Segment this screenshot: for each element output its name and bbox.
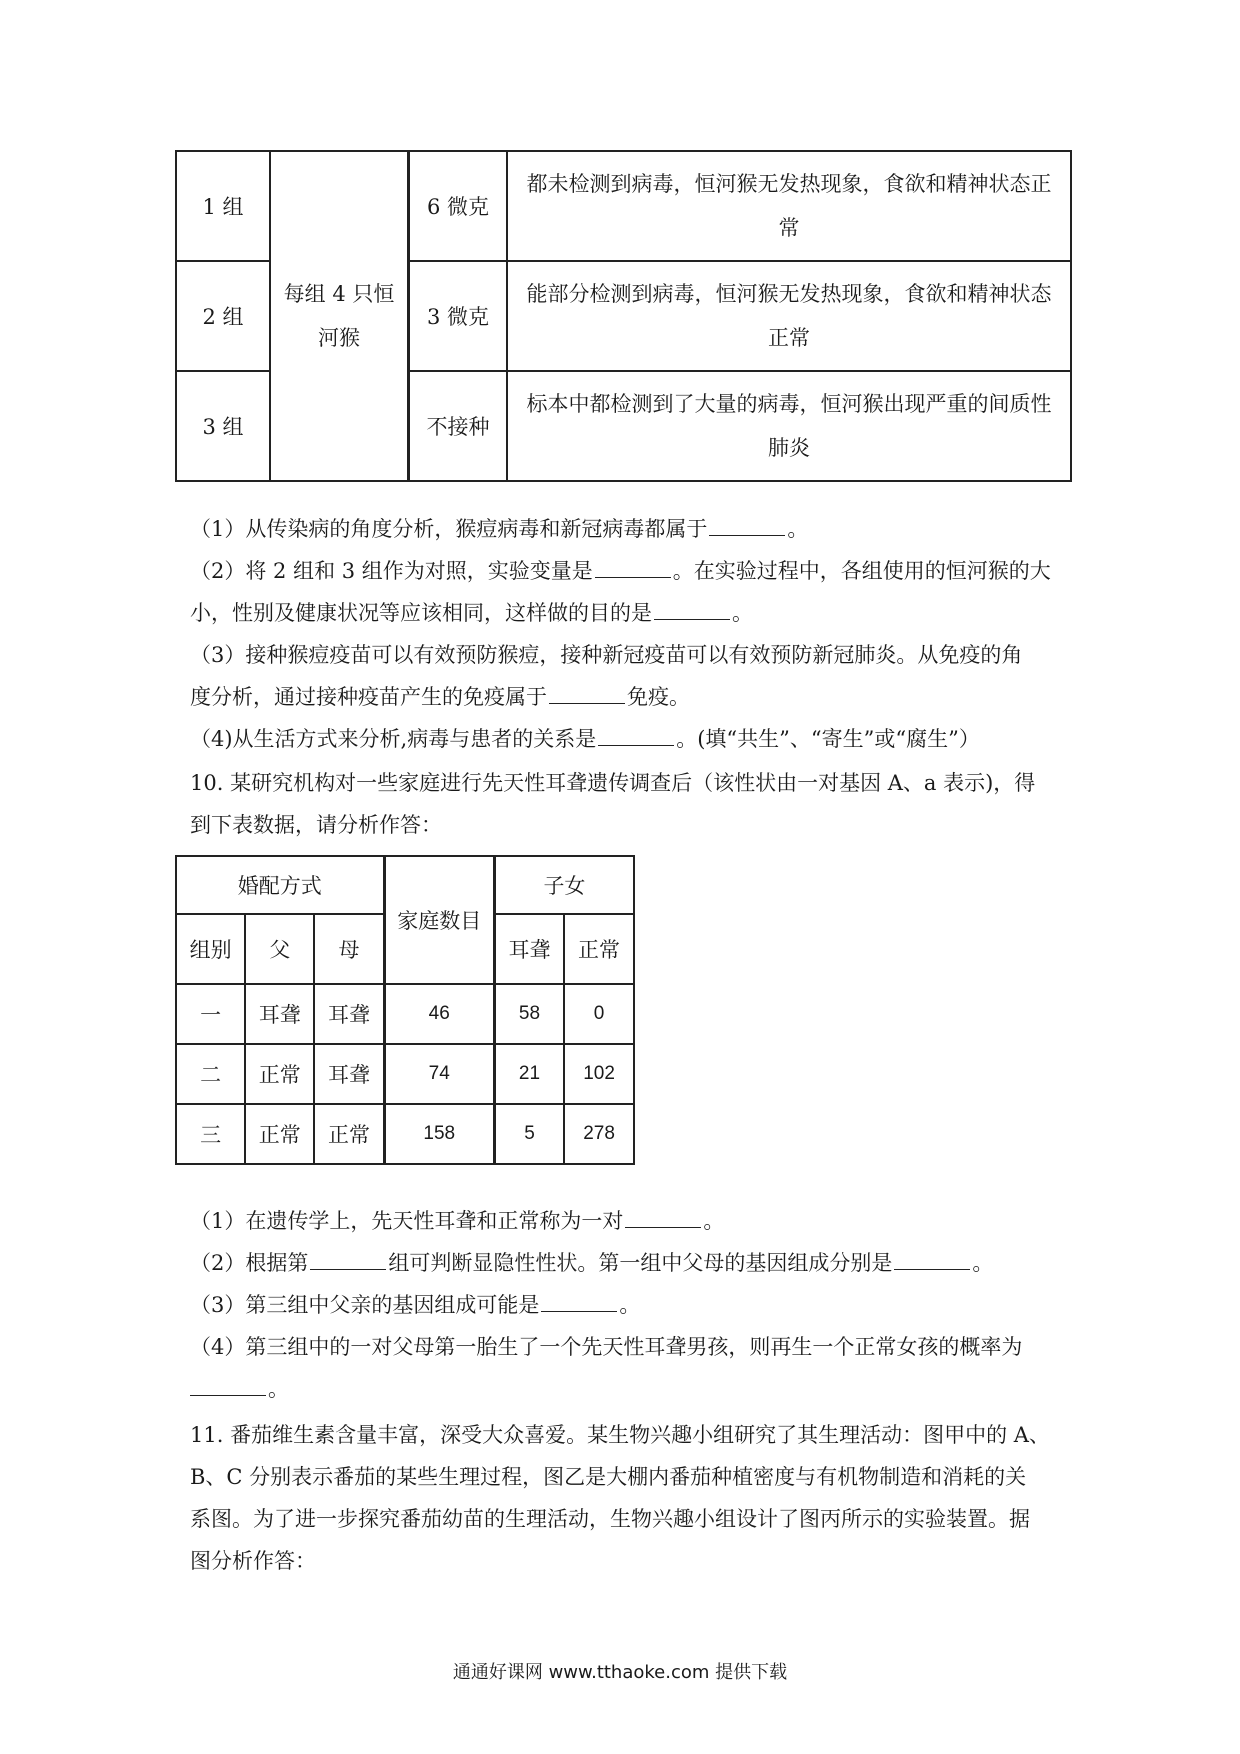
deaf-cell: 58 [494, 984, 564, 1044]
father-cell: 耳聋 [245, 984, 314, 1044]
table-row [176, 984, 634, 1044]
subheader-father: 父 [245, 914, 314, 984]
dose-cell: 6 微克 [409, 151, 508, 261]
question-text: （4)从生活方式来分析,病毒与患者的关系是 [190, 727, 597, 751]
answer-blank[interactable] [598, 719, 674, 746]
question-text: （3）接种猴痘疫苗可以有效预防猴痘，接种新冠疫苗可以有效预防新冠肺炎。从免疫的角 [190, 643, 1023, 667]
families-cell: 74 [384, 1044, 494, 1104]
group-cell: 三 [176, 1104, 245, 1164]
q10-intro [190, 762, 1065, 846]
table-row [176, 151, 1071, 261]
dose-cell: 3 微克 [409, 261, 508, 371]
question-text: 系图。为了进一步探究番茄幼苗的生理活动，生物兴趣小组设计了图丙所示的实验装置。据 [190, 1507, 1030, 1531]
question-text: 到下表数据，请分析作答： [190, 813, 442, 837]
subheader-group: 组别 [176, 914, 245, 984]
question-text: 。 [732, 601, 753, 625]
question-text: 图分析作答： [190, 1549, 316, 1573]
group-cell: 3 组 [176, 371, 270, 481]
question-text: 。 [972, 1251, 994, 1275]
subjects-line: 河猴 [318, 326, 360, 350]
father-cell: 正常 [245, 1104, 314, 1164]
answer-blank[interactable] [549, 677, 625, 704]
result-line: 能部分检测到病毒，恒河猴无发热现象，食欲和精神状态 [526, 282, 1052, 306]
normal-cell: 278 [564, 1104, 634, 1164]
answer-blank[interactable] [310, 1243, 386, 1270]
table-row [176, 1044, 634, 1104]
group-cell: 二 [176, 1044, 245, 1104]
question-text: 组可判断显隐性性状。第一组中父母的基因组成分别是 [388, 1251, 893, 1275]
families-cell: 46 [384, 984, 494, 1044]
question-text: 。 [787, 517, 809, 541]
dose-cell: 不接种 [409, 371, 508, 481]
answer-blank[interactable] [190, 1369, 266, 1396]
question-text: 11. 番茄维生素含量丰富，深受大众喜爱。某生物兴趣小组研究了其生理活动：图甲中的 A、 [190, 1423, 1050, 1447]
question-text: （1）在遗传学上，先天性耳聋和正常称为一对 [190, 1209, 624, 1233]
q11-text [190, 1414, 1065, 1582]
result-line: 标本中都检测到了大量的病毒，恒河猴出现严重的间质性 [526, 392, 1052, 416]
answer-blank[interactable] [894, 1243, 970, 1270]
question-text: 。在实验过程中，各组使用的恒河猴的大 [672, 559, 1051, 583]
header-marriage: 婚配方式 [176, 856, 384, 914]
question-text: 。 [619, 1293, 641, 1317]
header-families: 家庭数目 [384, 856, 494, 984]
group-cell: 一 [176, 984, 245, 1044]
question-text: （2）根据第 [190, 1251, 309, 1275]
experiment-table [175, 150, 1072, 482]
genetics-table [175, 855, 635, 1165]
subjects-line: 每组 4 只恒 [283, 282, 395, 306]
subheader-mother: 母 [314, 914, 384, 984]
answer-blank[interactable] [625, 1201, 701, 1228]
families-cell: 158 [384, 1104, 494, 1164]
q10-part4 [190, 1326, 1065, 1410]
mother-cell: 正常 [314, 1104, 384, 1164]
question-text: 10. 某研究机构对一些家庭进行先天性耳聋遗传调查后（该性状由一对基因 A、a 表示)，得 [190, 771, 1036, 795]
mother-cell: 耳聋 [314, 1044, 384, 1104]
subjects-cell [270, 151, 409, 481]
result-line: 常 [778, 216, 800, 240]
q9-part4 [190, 718, 1065, 760]
question-text: B、C 分别表示番茄的某些生理过程，图乙是大棚内番茄种植密度与有机物制造和消耗的关 [190, 1465, 1027, 1489]
normal-cell: 102 [564, 1044, 634, 1104]
result-cell [507, 151, 1071, 261]
q10-part2 [190, 1242, 1065, 1284]
answer-blank[interactable] [541, 1285, 617, 1312]
question-text: （2）将 2 组和 3 组作为对照，实验变量是 [190, 559, 593, 583]
group-cell: 1 组 [176, 151, 270, 261]
result-line: 肺炎 [768, 436, 810, 460]
header-children: 子女 [494, 856, 634, 914]
answer-blank[interactable] [654, 593, 730, 620]
question-text: 。 [703, 1209, 725, 1233]
q10-part1 [190, 1200, 1065, 1242]
deaf-cell: 5 [494, 1104, 564, 1164]
page-footer: 通通好课网 www.tthaoke.com 提供下载 [452, 1662, 788, 1683]
result-line: 都未检测到病毒，恒河猴无发热现象，食欲和精神状态正 [526, 172, 1052, 196]
subheader-deaf: 耳聋 [494, 914, 564, 984]
question-text: （1）从传染病的角度分析，猴痘病毒和新冠病毒都属于 [190, 517, 708, 541]
answer-blank[interactable] [709, 509, 785, 536]
result-line: 正常 [768, 326, 810, 350]
question-text: 小，性别及健康状况等应该相同，这样做的目的是 [190, 601, 652, 625]
question-text: 免疫。 [627, 685, 690, 709]
group-cell: 2 组 [176, 261, 270, 371]
father-cell: 正常 [245, 1044, 314, 1104]
subheader-normal: 正常 [564, 914, 634, 984]
q10-part3 [190, 1284, 1065, 1326]
question-text: 。(填“共生”、“寄生”或“腐生”） [676, 727, 980, 751]
normal-cell: 0 [564, 984, 634, 1044]
table-row [176, 1104, 634, 1164]
q9-part1 [190, 508, 1065, 550]
q9-part3 [190, 634, 1065, 718]
mother-cell: 耳聋 [314, 984, 384, 1044]
deaf-cell: 21 [494, 1044, 564, 1104]
question-text: （3）第三组中父亲的基因组成可能是 [190, 1293, 540, 1317]
question-text: 度分析，通过接种疫苗产生的免疫属于 [190, 685, 547, 709]
question-text: （4）第三组中的一对父母第一胎生了一个先天性耳聋男孩，则再生一个正常女孩的概率为 [190, 1335, 1023, 1359]
answer-blank[interactable] [595, 551, 671, 578]
result-cell [507, 261, 1071, 371]
q9-part2 [190, 550, 1065, 634]
result-cell [507, 371, 1071, 481]
table-header-row [176, 856, 634, 914]
question-text: 。 [268, 1377, 289, 1401]
